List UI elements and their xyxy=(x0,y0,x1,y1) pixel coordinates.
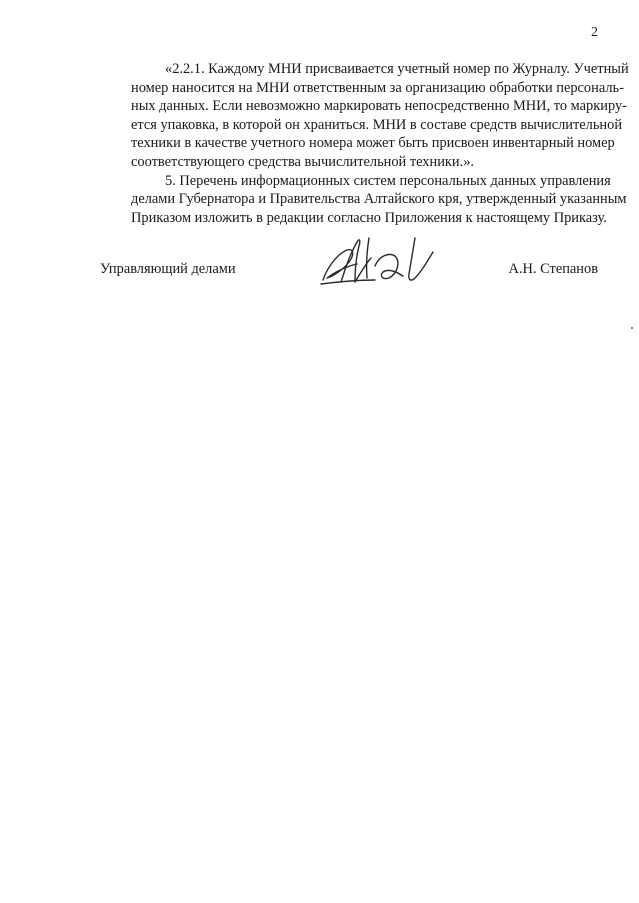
paragraph-clause-2-2-1 xyxy=(97,60,629,172)
text-line: 5. Перечень информационных систем персональных данных управления xyxy=(165,172,611,189)
text-line: номер наносится на МНИ ответственным за организацию обработки персональ- xyxy=(131,79,624,96)
signatory-name: А.Н. Степанов xyxy=(508,261,598,277)
text-line: Приказом изложить в редакции согласно Приложения к настоящему Приказу. xyxy=(131,209,607,226)
text-line: «2.2.1. Каждому МНИ присваивается учетный номер по Журналу. Учетный xyxy=(165,61,629,77)
signatory-title: Управляющий делами xyxy=(100,261,236,277)
handwritten-signature xyxy=(317,232,439,294)
text-line: соответствующего средства вычислительной техники.». xyxy=(131,153,474,170)
page-number: 2 xyxy=(591,25,598,40)
scan-speck xyxy=(631,327,633,329)
signature-block xyxy=(97,238,598,298)
text-line: техники в качестве учетного номера может быть присвоен инвентарный номер xyxy=(131,135,615,152)
document-body xyxy=(97,60,629,227)
text-line: ных данных. Если невозможно маркировать непосредственно МНИ, то маркиру- xyxy=(131,98,627,115)
text-line: ется упаковка, в которой он храниться. МНИ в составе средств вычислительной xyxy=(131,116,623,133)
paragraph-item-5 xyxy=(97,172,627,228)
text-line: делами Губернатора и Правительства Алтайского кря, утвержденный указанным xyxy=(131,191,627,208)
